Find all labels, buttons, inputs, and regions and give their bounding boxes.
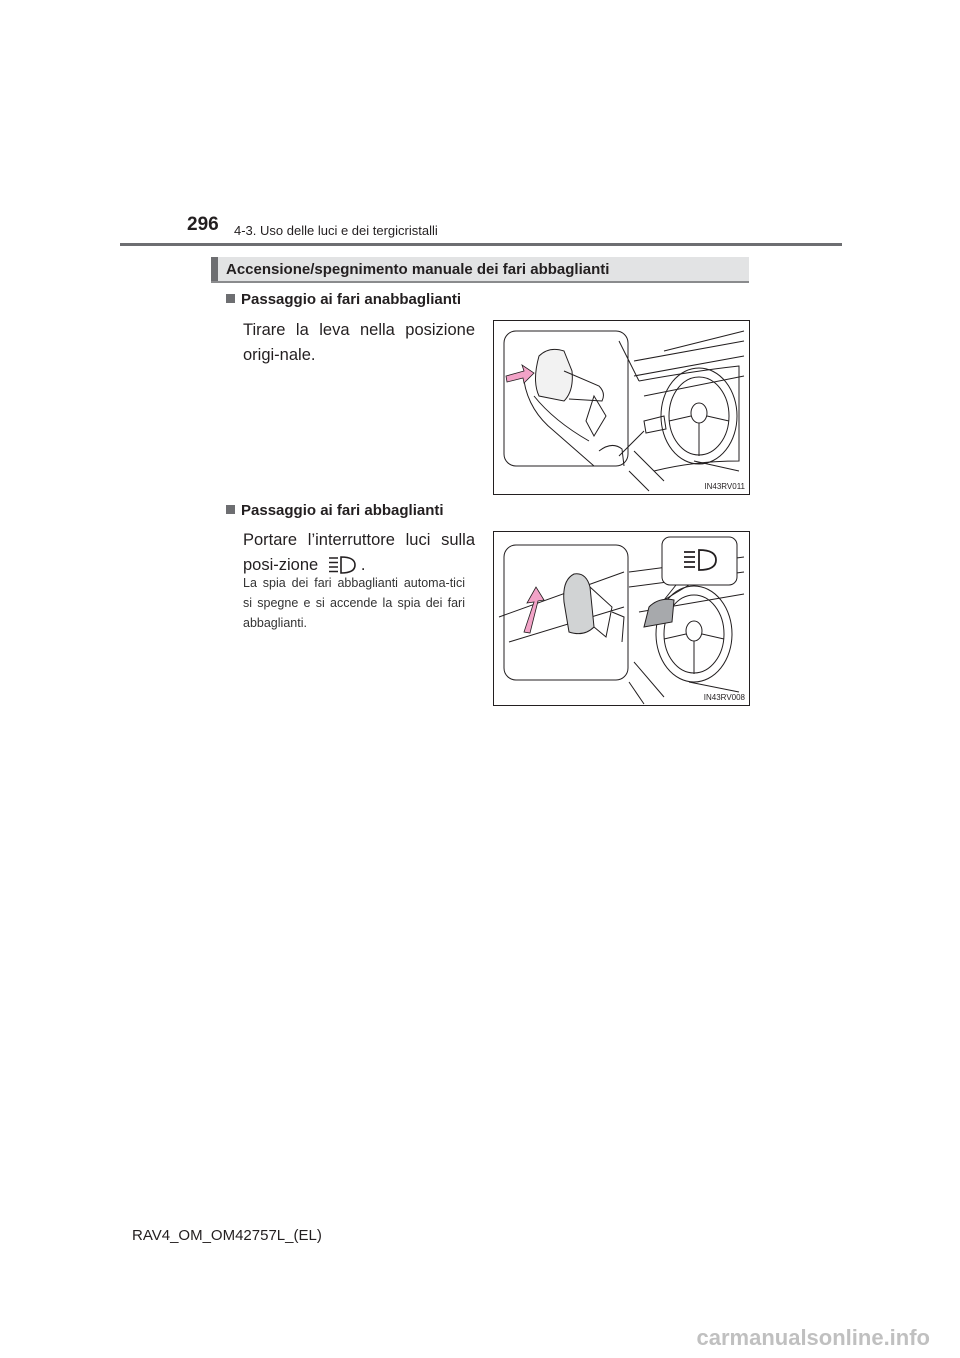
figure-lever-pull [493, 320, 750, 495]
figure-1-code: IN43RV011 [704, 482, 745, 491]
footer-code: RAV4_OM_OM42757L_(EL) [132, 1227, 322, 1244]
item-2-title: Passaggio ai fari abbaglianti [226, 502, 444, 519]
section-heading-text: Accensione/spegnimento manuale dei fari abbaglianti [226, 261, 610, 278]
page-number: 296 [187, 214, 219, 235]
figure-high-beam [493, 531, 750, 706]
item-2-text: Portare l’interruttore luci sulla posi-zione . [243, 528, 475, 583]
section-heading [211, 257, 749, 283]
header-divider [120, 243, 842, 246]
bullet-square-icon [226, 294, 235, 303]
bullet-square-icon [226, 505, 235, 514]
item-1-title: Passaggio ai fari anabbaglianti [226, 291, 461, 308]
item-1-text: Tirare la leva nella posizione origi-nale. [243, 321, 475, 364]
figure-2-code: IN43RV008 [703, 693, 745, 702]
watermark: carmanualsonline.info [696, 1325, 930, 1350]
item-2-note: La spia dei fari abbaglianti automa-tici si spegne e si accende la spia dei fari abbaglianti. [243, 576, 465, 630]
heading-stripe [211, 257, 218, 281]
section-title: 4-3. Uso delle luci e dei tergicristalli [234, 223, 438, 238]
